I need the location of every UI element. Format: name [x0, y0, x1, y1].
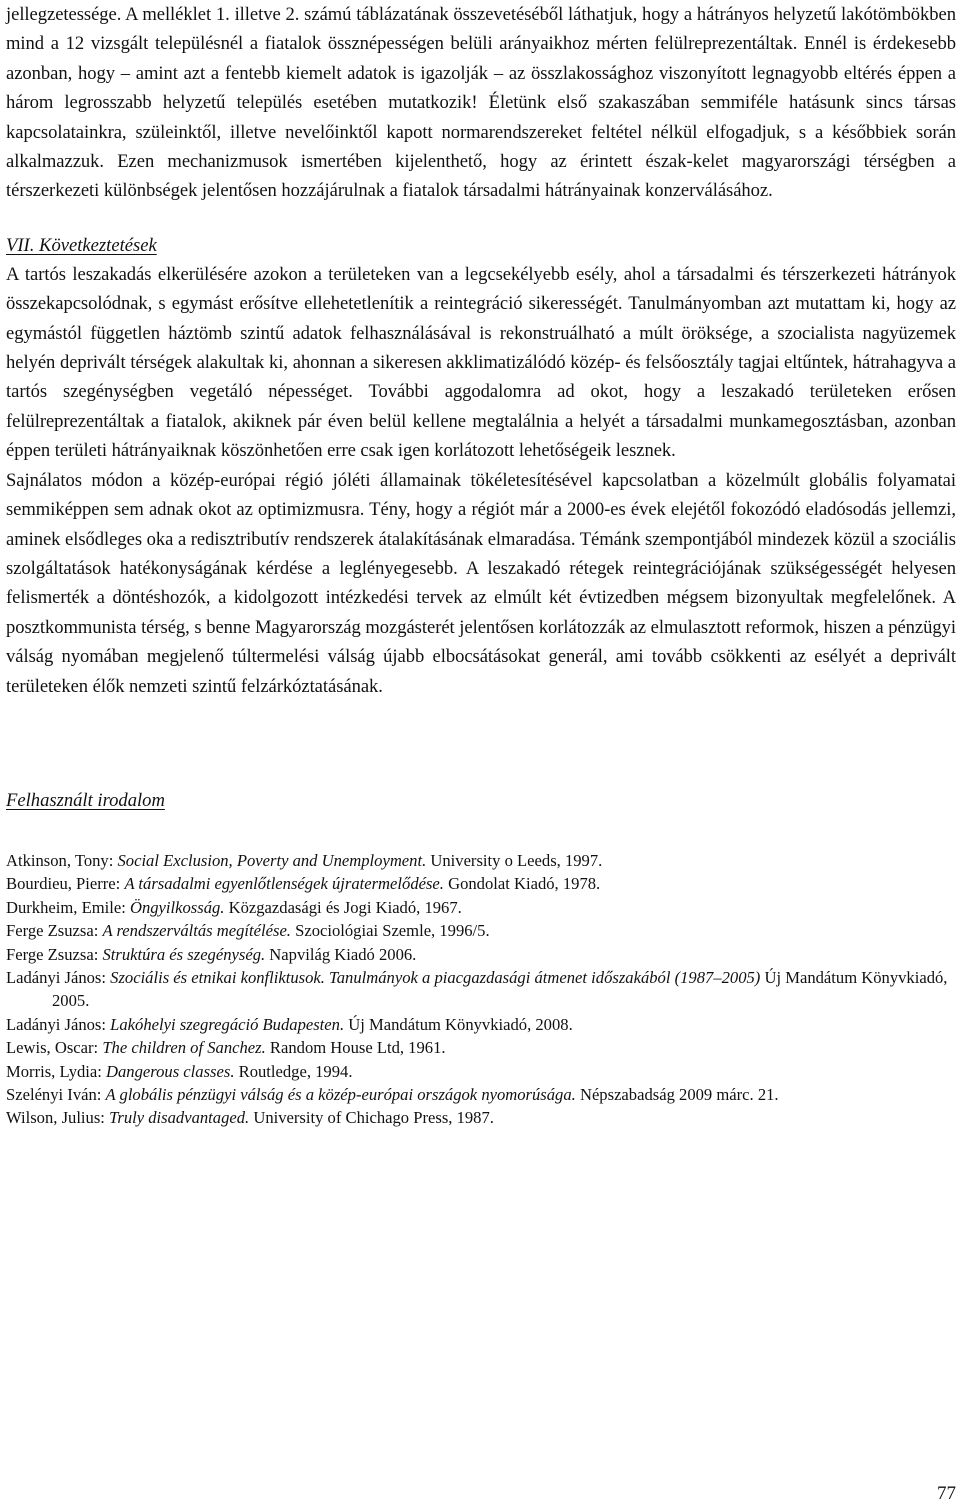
reference-title: A globális pénzügyi válság és a közép-európai országok nyomorúsága.	[105, 1085, 576, 1104]
reference-title: A rendszerváltás megítélése.	[102, 921, 291, 941]
reference-author: Ladányi János:	[6, 967, 111, 987]
reference-item	[6, 849, 956, 872]
reference-publisher: Népszabadság 2009 márc. 21.	[575, 1085, 779, 1104]
page-number: 77	[937, 1483, 956, 1504]
reference-publisher: Gondolat Kiadó, 1978.	[443, 874, 601, 894]
references-list	[6, 849, 956, 1130]
reference-publisher: Közgazdasági és Jogi Kiadó, 1967.	[224, 897, 462, 917]
conclusion-paragraph: A tartós leszakadás elkerülésére azokon a területeken van a legcsekélyebb esély, ahol a társadalmi és térszerkezeti hátrányok összekapcsolódnak, s egymást erősítve ellehetetlenítik a reintegráció sikerességét. Tanulmányomban azt mutattam ki, hogy az egymástól független háztömb szintű adatok felhasználásával is rekonstruálható a múlt öröksége, a szocialista nagyüzemek helyén deprivált térségek alakultak ki, ahonnan a sikeresen akklimatizálódó közép- és felsőosztály tagjai eltűntek, hátrahagyva a tartós szegénységben vegetáló népességet. További aggodalomra ad okot, hogy a leszakadó területeken erősen felülreprezentáltak a fiatalok, akiknek pár éven belül kellene megtalálnia a helyét a társadalmi munkamegosztásban, azonban éppen területi hátrányaiknak köszönhetően erre csak igen korlátozott lehetőségeik lesznek.	[6, 263, 956, 462]
reference-item	[6, 966, 956, 1013]
reference-author: Wilson, Julius:	[6, 1108, 110, 1128]
reference-item	[6, 943, 956, 966]
reference-title: A társadalmi egyenlőtlenségek újratermelődése.	[124, 874, 444, 894]
reference-title: Truly disadvantaged.	[109, 1108, 250, 1128]
reference-publisher: University of Chichago Press, 1987.	[249, 1108, 494, 1128]
reference-item	[6, 1106, 956, 1129]
body-paragraph: jellegzetessége. A melléklet 1. illetve 2. számú táblázatának összevetéséből láthatjuk, hogy a hátrányos helyzetű lakótömbökben mind a 12 vizsgált településnél a fiatalok össznépességen belüli arányaikhoz mérten felülreprezentáltak. Ennél is érdekesebb azonban, hogy – amint azt a fentebb kiemelt adatok is igazolják – az összlakossághoz viszonyított legnagyobb eltérés éppen a három legrosszabb helyzetű település esetében mutatkozik! Életünk első szakaszában semmiféle hatásunk sincs társas kapcsolatainkra, szüleinktől, illetve nevelőinktől kapott normarendszereket feltétel nélkül elfogadjuk, s a későbbiek során alkalmazzuk. Ezen mechanizmusok ismertében kijelenthető, hogy az érintett észak-kelet magyarországi térségben a térszerkezeti különbségek jelentősen hozzájárulnak a fiatalok társadalmi hátrányainak konzerválásához.	[6, 4, 956, 202]
reference-item	[6, 1060, 956, 1083]
reference-publisher: Routledge, 1994.	[234, 1061, 353, 1081]
reference-title: Social Exclusion, Poverty and Unemployment.	[117, 850, 427, 870]
reference-item	[6, 1083, 956, 1106]
reference-author: Ferge Zsuzsa:	[6, 921, 103, 941]
reference-title: Öngyilkosság.	[129, 897, 225, 917]
reference-publisher: Szociológiai Szemle, 1996/5.	[290, 921, 490, 941]
reference-author: Szelényi Iván:	[6, 1085, 106, 1104]
section-heading: VII. Következtetések	[6, 234, 157, 256]
reference-author: Morris, Lydia:	[6, 1061, 107, 1081]
reference-title: The children of Sanchez.	[102, 1038, 266, 1058]
reference-item	[6, 872, 956, 895]
reference-item	[6, 1013, 956, 1036]
reference-publisher: Napvilág Kiadó 2006.	[265, 944, 417, 964]
reference-item	[6, 1036, 956, 1059]
reference-title: Dangerous classes.	[106, 1061, 235, 1081]
reference-author: Bourdieu, Pierre:	[6, 874, 125, 894]
reference-author: Ferge Zsuzsa:	[6, 944, 103, 964]
reference-author: Durkheim, Emile:	[6, 897, 130, 917]
reference-title: Struktúra és szegénység.	[102, 944, 266, 964]
reference-publisher: Random House Ltd, 1961.	[265, 1038, 446, 1058]
reference-title: Szociális és etnikai konfliktusok. Tanulmányok a piacgazdasági átmenet időszakából (1987–2005)	[110, 967, 761, 987]
reference-title: Lakóhelyi szegregáció Budapesten.	[110, 1014, 345, 1034]
reference-item	[6, 896, 956, 919]
reference-publisher: Új Mandátum Könyvkiadó, 2008.	[344, 1014, 573, 1034]
reference-author: Atkinson, Tony:	[6, 850, 118, 870]
reference-publisher: Új Mandátum Könyvkiadó, 2005.	[52, 967, 948, 1011]
conclusion-paragraph: Sajnálatos módon a közép-európai régió jóléti államainak tökéletesítésével kapcsolatban a közelmúlt globális folyamatai semmiképpen sem adnak okot az optimizmusra. Tény, hogy a régiót már a 2000-es évek elejétől fokozódó eladósodás jellemzi, aminek elsődleges oka a redisztributív rendszerek átalakításának elmaradása. Témánk szempontjából mindezek közül a szociális szolgáltatások hatékonyságának kérdése a leglényegesebb. A leszakadó rétegek reintegrációjának szükségességét helyesen felismerték a döntéshozók, a kidolgozott intézkedési tervek az elmúlt két évtizedben mégsem bizonyultak megfelelőnek. A posztkommunista térség, s benne Magyarország mozgásterét jelentősen korlátozzák az elmulasztott reformok, hiszen a pénzügyi válság nyomában megjelenő túltermelési válság újabb elbocsátásokat generál, ami tovább csökkenti az esélyét a deprivált területeken élők nemzeti szintű felzárkóztatásának.	[6, 469, 956, 697]
reference-item	[6, 919, 956, 942]
document-page	[6, 0, 956, 1146]
reference-author: Ladányi János:	[6, 1014, 111, 1034]
references-heading: Felhasznált irodalom	[6, 789, 165, 811]
reference-publisher: University o Leeds, 1997.	[426, 850, 603, 870]
reference-author: Lewis, Oscar:	[6, 1038, 103, 1058]
